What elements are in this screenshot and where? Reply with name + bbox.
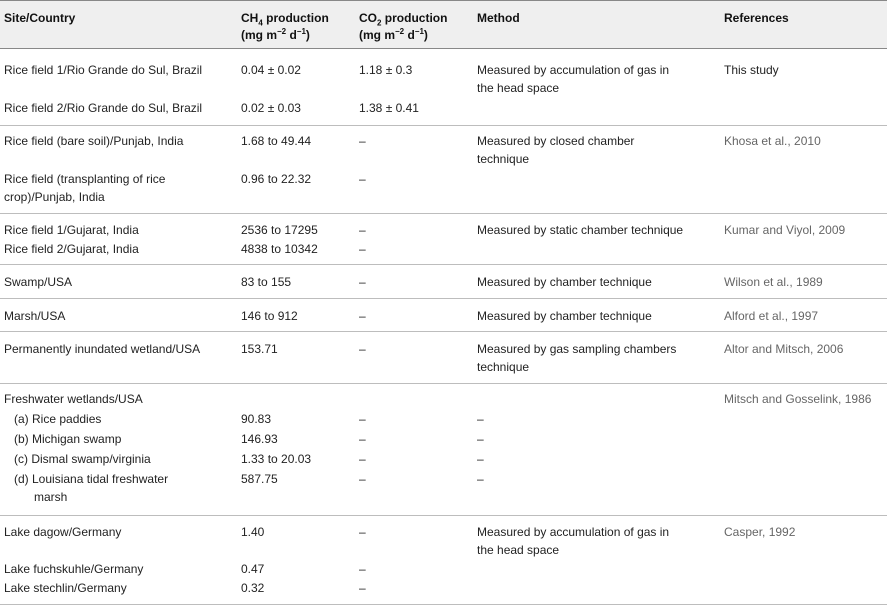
table-row-co2: 1.38 ± 0.41 [359,101,419,115]
table-row-method: Measured by gas sampling chambers [477,342,677,356]
table-row-method: Measured by chamber technique [477,309,652,323]
table-bottom-rule [0,604,887,605]
table-row-site: Rice field 1/Gujarat, India [4,223,139,237]
table-row-method: Measured by accumulation of gas in [477,63,670,77]
table-row-site-cont: marsh [34,490,68,504]
table-row-ch4: 0.47 [241,562,265,576]
table-row-ch4: 153.71 [241,342,278,356]
header-co2: $CO_2$ production [359,11,448,28]
group-divider [0,298,887,299]
table-row-co2: – [359,581,366,595]
table-row-co2: – [359,342,366,356]
table-row-site: Rice field (transplanting of rice [4,172,166,186]
table-row-site: (b) Michigan swamp [14,432,122,446]
header-co2-unit: (mg $m^{-2}$ $d^{-1}$) [359,27,428,42]
table-row-site: Freshwater wetlands/USA [4,392,143,406]
table-row-site: Marsh/USA [4,309,66,323]
table-row-method: Measured by static chamber technique [477,223,684,237]
table-row-site: Swamp/USA [4,275,73,289]
group-divider [0,125,887,126]
group-divider [0,383,887,384]
header-site: Site/Country [4,11,76,25]
table-row-reference: Casper, 1992 [724,525,796,539]
table-row-ch4: 146.93 [241,432,278,446]
table-row-method-cont: the head space [477,81,560,95]
table-row-method-cont: technique [477,360,530,374]
table-row-co2: – [359,134,366,148]
table-row-co2: – [359,412,366,426]
table-row-site: (c) Dismal swamp/virginia [14,452,151,466]
table-row-site: Rice field 1/Rio Grande do Sul, Brazil [4,63,203,77]
table-row-reference: Khosa et al., 2010 [724,134,821,148]
table-row-method-cont: the head space [477,543,560,557]
table-row-site: Rice field (bare soil)/Punjab, India [4,134,184,148]
table-row-method: Measured by chamber technique [477,275,652,289]
group-divider [0,213,887,214]
table-row-method: – [477,472,484,486]
table-row-co2: – [359,242,366,256]
header-ch4: $CH_4$ production [241,11,329,28]
table-row-co2: – [359,275,366,289]
table-row-co2: – [359,309,366,323]
table-row-method: – [477,412,484,426]
group-divider [0,515,887,516]
table-row-ch4: 0.02 ± 0.03 [241,101,301,115]
table-row-method: Measured by closed chamber [477,134,635,148]
group-divider [0,264,887,265]
table-row-co2: – [359,562,366,576]
table-row-ch4: 90.83 [241,412,272,426]
table-row-method: – [477,432,484,446]
table-row-ch4: 4838 to 10342 [241,242,318,256]
table-row-ch4: 1.68 to 49.44 [241,134,312,148]
table-row-site: Lake fuchskuhle/Germany [4,562,144,576]
table-row-site: Lake stechlin/Germany [4,581,127,595]
table-row-site: Rice field 2/Gujarat, India [4,242,139,256]
table-row-co2: – [359,223,366,237]
table-row-ch4: 146 to 912 [241,309,298,323]
table-row-method: – [477,452,484,466]
table-row-ch4: 2536 to 17295 [241,223,318,237]
table-row-method: Measured by accumulation of gas in [477,525,670,539]
table-row-method-cont: technique [477,152,530,166]
table-row-ch4: 0.04 ± 0.02 [241,63,301,77]
table-row-ch4: 0.96 to 22.32 [241,172,312,186]
table-row-site-cont: crop)/Punjab, India [4,190,105,204]
table-row-co2: – [359,172,366,186]
table-row-ch4: 1.40 [241,525,265,539]
table-row-ch4: 83 to 155 [241,275,292,289]
group-divider [0,331,887,332]
table-row-co2: – [359,432,366,446]
table-row-reference: Mitsch and Gosselink, 1986 [724,392,872,406]
table-row-co2: 1.18 ± 0.3 [359,63,413,77]
table-row-reference: Kumar and Viyol, 2009 [724,223,846,237]
table-row-ch4: 0.32 [241,581,265,595]
table-row-site: Rice field 2/Rio Grande do Sul, Brazil [4,101,203,115]
table-row-co2: – [359,525,366,539]
table-row-reference: Alford et al., 1997 [724,309,819,323]
table-row-site: (a) Rice paddies [14,412,102,426]
table-row-ch4: 587.75 [241,472,278,486]
header-rule [0,48,887,49]
table-row-ch4: 1.33 to 20.03 [241,452,312,466]
table-row-reference: Wilson et al., 1989 [724,275,823,289]
table-row-site: Permanently inundated wetland/USA [4,342,201,356]
table-row-site: Lake dagow/Germany [4,525,122,539]
header-references: References [724,11,789,25]
header-ch4-unit: (mg $m^{-2}$ $d^{-1}$) [241,27,310,42]
table-top-rule [0,0,887,1]
table-row-reference: This study [724,63,779,77]
header-method: Method [477,11,520,25]
table-row-co2: – [359,452,366,466]
table-row-site: (d) Louisiana tidal freshwater [14,472,169,486]
table-row-reference: Altor and Mitsch, 2006 [724,342,844,356]
table-row-co2: – [359,472,366,486]
